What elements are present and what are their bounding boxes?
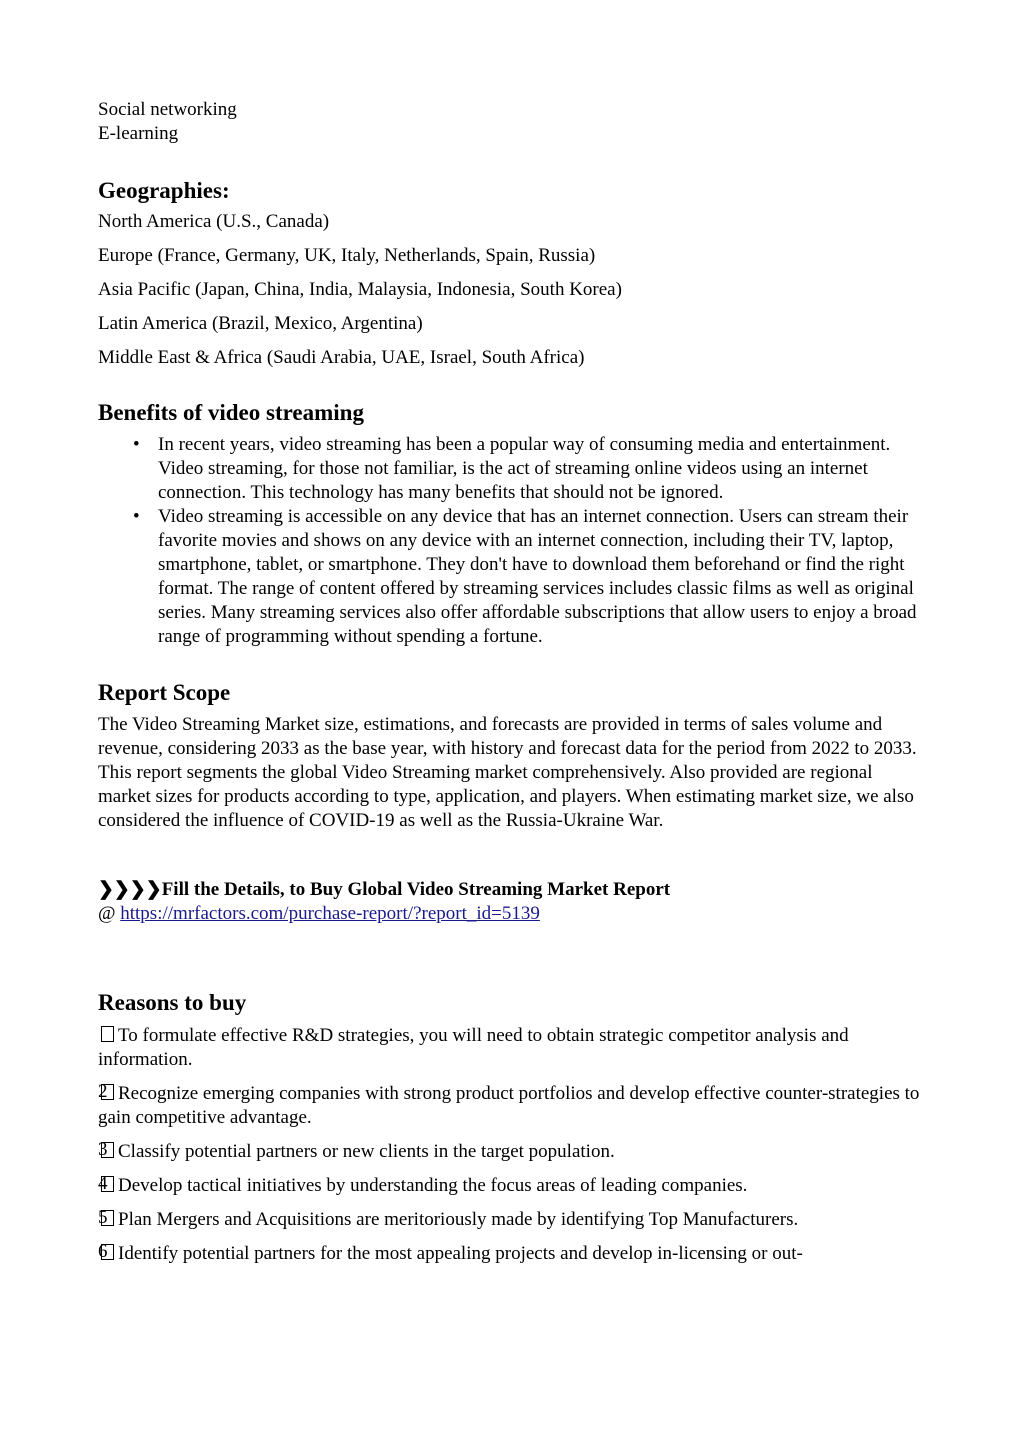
reason-text: To formulate effective R&D strategies, you will need to obtain strategic competitor analysis and information. <box>98 1025 849 1070</box>
checkbox-glyph-icon <box>98 1025 118 1043</box>
reason-item <box>98 1174 928 1198</box>
checkbox-glyph-icon: 4 <box>98 1175 118 1193</box>
cta-link-line <box>98 902 928 926</box>
benefits-list <box>98 433 928 649</box>
cta-arrows-icon: ❯❯❯❯ <box>98 879 162 900</box>
reason-text: Plan Mergers and Acquisitions are meritoriously made by identifying Top Manufacturers. <box>118 1209 799 1230</box>
benefit-bullet: • In recent years, video streaming has been a popular way of consuming media and entertainment. Video streaming, for those not familiar, is the act of streaming online videos using an internet connection. This technology has many benefits that should not be ignored. <box>158 433 928 505</box>
geography-item: Asia Pacific (Japan, China, India, Malaysia, Indonesia, South Korea) <box>98 279 622 300</box>
checkbox-glyph-icon: 2 <box>98 1083 118 1101</box>
checkbox-glyph-icon: 3 <box>98 1141 118 1159</box>
reason-text: Develop tactical initiatives by understanding the focus areas of leading companies. <box>118 1175 748 1196</box>
reason-item <box>98 1208 928 1232</box>
cta-at: @ <box>98 903 121 924</box>
geographies-list <box>98 210 928 370</box>
geographies-heading: Geographies: <box>98 178 230 203</box>
reasons-heading: Reasons to buy <box>98 990 247 1015</box>
report-scope-heading: Report Scope <box>98 680 231 705</box>
cta-title-line <box>98 878 928 902</box>
geography-item: Europe (France, Germany, UK, Italy, Netherlands, Spain, Russia) <box>98 245 596 266</box>
checkbox-glyph-icon: 6 <box>98 1243 118 1261</box>
report-scope-text: The Video Streaming Market size, estimations, and forecasts are provided in terms of sales volume and revenue, considering 2033 as the base year, with history and forecast data for the period from 2022 to 2033. This report segments the global Video Streaming market comprehensively. Also provided are regional market sizes for products according to type, application, and players. When estimating market size, we also considered the influence of COVID-19 as well as the Russia-Ukraine War. <box>98 714 917 831</box>
reason-text: Classify potential partners or new clients in the target population. <box>118 1141 615 1162</box>
geography-item: Middle East & Africa (Saudi Arabia, UAE, Israel, South Africa) <box>98 347 585 368</box>
intro-line: Social networking <box>98 99 237 120</box>
reason-item <box>98 1242 928 1266</box>
reasons-list <box>98 1024 928 1266</box>
intro-list <box>98 98 928 146</box>
reason-item <box>98 1140 928 1164</box>
intro-line: E-learning <box>98 123 179 144</box>
purchase-cta <box>98 878 928 926</box>
document-page <box>98 98 928 1276</box>
geography-item: Latin America (Brazil, Mexico, Argentina) <box>98 313 423 334</box>
cta-title: Fill the Details, to Buy Global Video Streaming Market Report <box>161 879 671 900</box>
benefit-bullet: • Video streaming is accessible on any device that has an internet connection. Users can stream their favorite movies and shows on any device with an internet connection, including their TV, laptop, smartphone, tablet, or smartphone. They don't have to download them beforehand or find the right format. The range of content offered by streaming services includes classic films as well as original series. Many streaming services also offer affordable subscriptions that allow users to enjoy a broad range of programming without spending a fortune. <box>158 505 928 649</box>
reason-item <box>98 1024 928 1072</box>
purchase-report-link[interactable]: https://mrfactors.com/purchase-report/?report_id=5139 <box>120 903 540 924</box>
checkbox-glyph-icon: 5 <box>98 1209 118 1227</box>
benefits-heading: Benefits of video streaming <box>98 400 364 425</box>
reason-item <box>98 1082 928 1130</box>
reason-text: Recognize emerging companies with strong product portfolios and develop effective counter-strategies to gain competitive advantage. <box>98 1083 920 1128</box>
reason-text: Identify potential partners for the most appealing projects and develop in-licensing or out- <box>118 1243 803 1264</box>
geography-item: North America (U.S., Canada) <box>98 211 330 232</box>
